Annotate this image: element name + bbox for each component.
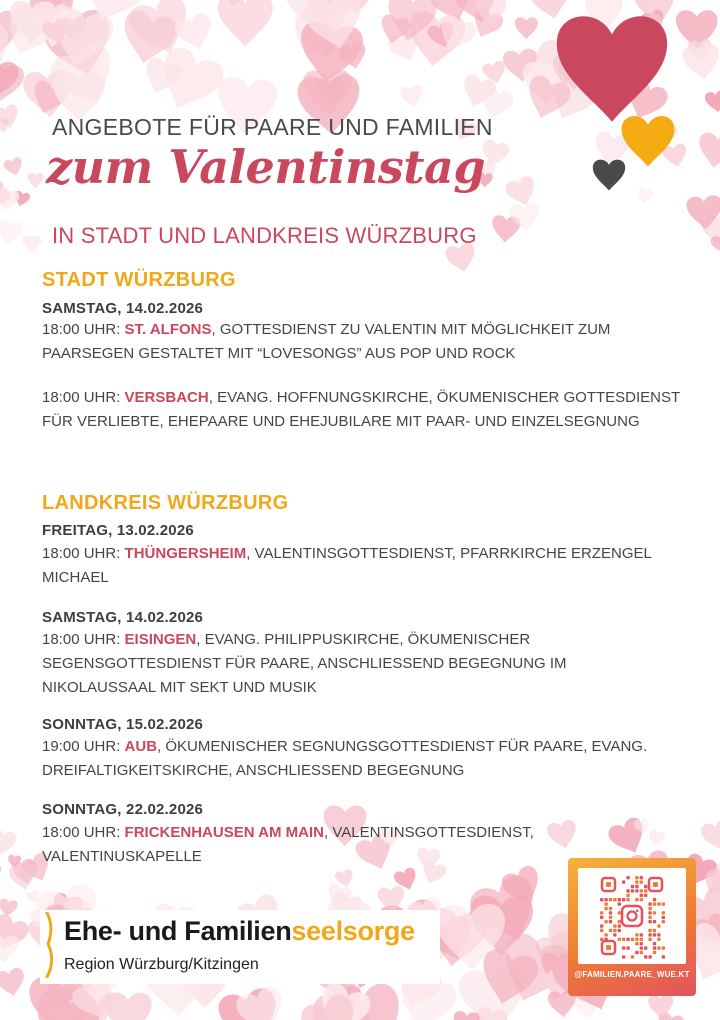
section-title-stadt: STADT WÜRZBURG [42, 269, 236, 291]
instagram-qr-code[interactable] [568, 858, 696, 996]
qr-module [657, 938, 660, 941]
qr-module [609, 916, 612, 919]
qr-module [635, 898, 638, 901]
qr-module [622, 898, 625, 901]
event-time: 18:00 UHR: [42, 631, 125, 648]
qr-module [653, 946, 656, 949]
event-description: , VALENTINSGOTTESDIENST, PFARRKIRCHE ERZENGEL MICHAEL [42, 545, 652, 586]
logo-title-accent: seelsorge [291, 916, 415, 946]
qr-module [613, 924, 616, 927]
qr-module [644, 885, 647, 888]
qr-module [622, 938, 625, 941]
qr-module [653, 902, 656, 905]
qr-module [662, 920, 665, 923]
qr-module [640, 951, 643, 954]
qr-module [640, 894, 643, 897]
qr-module [640, 876, 643, 879]
event-description: , GOTTESDIENST ZU VALENTIN MIT MÖGLICHKEIT ZUM PAARSEGEN GESTALTET MIT “LOVESONGS” AUS POP UND ROCK [42, 321, 611, 362]
qr-module [622, 880, 625, 883]
qr-module [635, 880, 638, 883]
event-time: 18:00 UHR: [42, 389, 125, 406]
qr-code[interactable] [578, 868, 686, 964]
qr-module [631, 955, 634, 958]
event-entry [42, 542, 682, 590]
page-title: zum Valentinstag [46, 140, 485, 194]
qr-module [600, 911, 603, 914]
qr-module [622, 955, 625, 958]
qr-module [618, 929, 621, 932]
logo-title [64, 916, 415, 947]
event-place: VERSBACH [124, 389, 209, 406]
qr-module [618, 938, 621, 941]
qr-module [648, 933, 651, 936]
qr-module [653, 920, 656, 923]
qr-module [635, 876, 638, 879]
qr-module [648, 902, 651, 905]
qr-module [640, 889, 643, 892]
qr-module [600, 916, 603, 919]
qr-module [622, 946, 625, 949]
header-subtitle: ANGEBOTE FÜR PAARE UND FAMILIEN [52, 114, 493, 140]
qr-module [618, 898, 621, 901]
qr-module [662, 902, 665, 905]
instagram-icon [622, 906, 642, 926]
qr-module [604, 907, 607, 910]
qr-module [626, 876, 629, 879]
qr-module [662, 955, 665, 958]
event-description: , VALENTINSGOTTESDIENST, VALENTINUSKAPELLE [42, 824, 534, 865]
qr-module [626, 898, 629, 901]
qr-module [657, 946, 660, 949]
qr-module [604, 933, 607, 936]
qr-module [662, 916, 665, 919]
qr-module [653, 951, 656, 954]
logo-mark-icon [42, 912, 56, 978]
qr-module [631, 938, 634, 941]
qr-module [640, 880, 643, 883]
event-time: 19:00 UHR: [42, 738, 125, 755]
qr-module [640, 933, 643, 936]
qr-module [635, 942, 638, 945]
qr-module [653, 942, 656, 945]
qr-module [635, 885, 638, 888]
qr-module [640, 946, 643, 949]
event-place: THÜNGERSHEIM [124, 545, 247, 562]
event-entry [42, 386, 682, 434]
qr-module [600, 898, 603, 901]
event-date: FREITAG, 13.02.2026 [42, 522, 194, 539]
qr-module [653, 929, 656, 932]
qr-module [644, 894, 647, 897]
qr-module [604, 902, 607, 905]
organization-logo [40, 910, 440, 984]
event-date: SONNTAG, 22.02.2026 [42, 801, 204, 818]
qr-module [613, 929, 616, 932]
header-region: IN STADT UND LANDKREIS WÜRZBURG [52, 223, 477, 248]
qr-module [653, 898, 656, 901]
event-date: SAMSTAG, 14.02.2026 [42, 609, 204, 626]
qr-module [644, 889, 647, 892]
qr-module [644, 946, 647, 949]
qr-module [648, 907, 651, 910]
qr-module [626, 889, 629, 892]
qr-module [648, 916, 651, 919]
qr-module [657, 924, 660, 927]
qr-module [640, 942, 643, 945]
qr-module [662, 946, 665, 949]
event-entry [42, 628, 682, 700]
qr-module [604, 920, 607, 923]
qr-module [657, 933, 660, 936]
event-time: 18:00 UHR: [42, 545, 125, 562]
event-time: 18:00 UHR: [42, 321, 125, 338]
section-title-landkreis: LANDKREIS WÜRZBURG [42, 492, 289, 514]
qr-module [648, 938, 651, 941]
qr-module [613, 898, 616, 901]
event-date: SAMSTAG, 14.02.2026 [42, 300, 204, 317]
qr-module [631, 889, 634, 892]
qr-module [609, 911, 612, 914]
qr-module [662, 911, 665, 914]
qr-pattern [578, 868, 686, 964]
qr-module [648, 920, 651, 923]
qr-module [626, 946, 629, 949]
qr-module [626, 894, 629, 897]
qr-module [609, 920, 612, 923]
qr-module [618, 924, 621, 927]
event-entry [42, 318, 682, 366]
event-place: FRICKENHAUSEN AM MAIN [124, 824, 324, 841]
qr-module [640, 938, 643, 941]
qr-module [635, 951, 638, 954]
logo-subtitle: Region Würzburg/Kitzingen [64, 956, 259, 973]
event-place: AUB [124, 738, 158, 755]
qr-caption: @FAMILIEN.PAARE_WUE.KT [574, 970, 690, 979]
qr-module [657, 902, 660, 905]
qr-module [640, 898, 643, 901]
qr-module [635, 938, 638, 941]
logo-title-main: Ehe- und Familien [64, 916, 292, 946]
qr-module [635, 889, 638, 892]
qr-module [653, 933, 656, 936]
qr-module [600, 924, 603, 927]
event-description: , EVANG. HOFFNUNGSKIRCHE, ÖKUMENISCHER GOTTESDIENST FÜR VERLIEBTE, EHEPAARE UND EHEJUBILARE MIT PAAR- UND EINZELSEGNUNG [42, 389, 680, 430]
event-entry [42, 735, 682, 783]
qr-module [609, 898, 612, 901]
qr-module [609, 907, 612, 910]
event-description: , ÖKUMENISCHER SEGNUNGSGOTTESDIENST FÜR PAARE, EVANG. DREIFALTIGKEITSKIRCHE, ANSCHLIESSEND BEGEGNUNG [42, 738, 648, 779]
qr-module [635, 933, 638, 936]
qr-module [618, 920, 621, 923]
qr-module [631, 885, 634, 888]
qr-module [618, 911, 621, 914]
qr-module [653, 911, 656, 914]
qr-module [604, 898, 607, 901]
event-place: ST. ALFONS [124, 321, 212, 338]
qr-module [648, 955, 651, 958]
qr-module [626, 938, 629, 941]
qr-module [618, 902, 621, 905]
event-date: SONNTAG, 15.02.2026 [42, 716, 204, 733]
event-place: EISINGEN [124, 631, 197, 648]
qr-module [644, 955, 647, 958]
qr-module [600, 929, 603, 932]
qr-module [648, 929, 651, 932]
qr-module [648, 911, 651, 914]
qr-module [609, 929, 612, 932]
event-time: 18:00 UHR: [42, 824, 125, 841]
qr-module [613, 933, 616, 936]
event-description: , EVANG. PHILIPPUSKIRCHE, ÖKUMENISCHER SEGENSGOTTESDIENST FÜR PAARE, ANSCHLIESSEND BEGEGNUNG IM NIKOLAUSSAAL MIT SEKT UND MUSIK [42, 631, 567, 696]
